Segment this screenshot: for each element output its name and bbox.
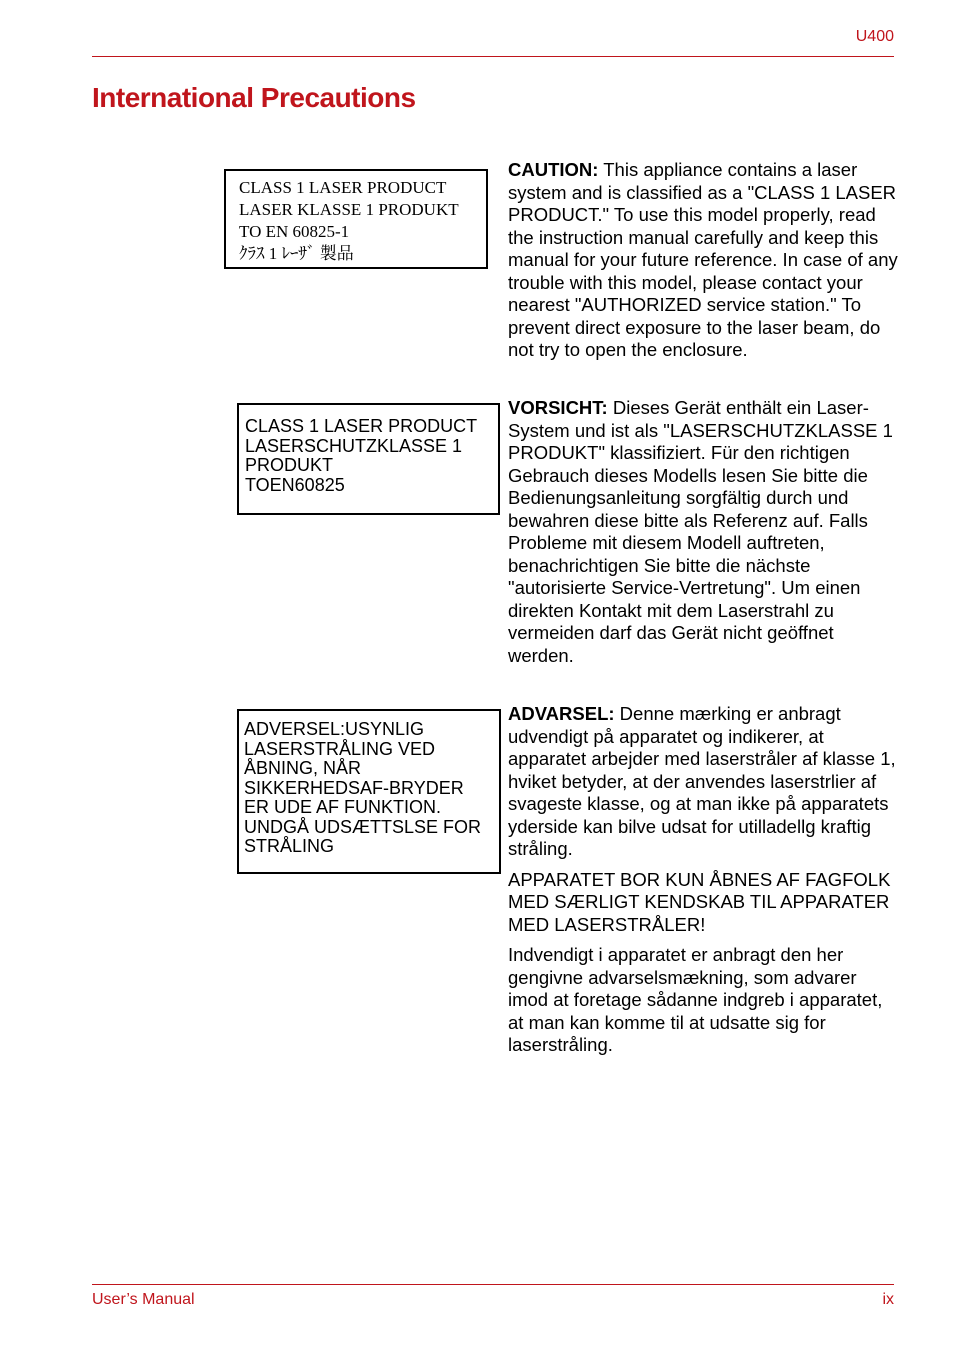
label-line: LASERSTRÅLING VED [244, 738, 436, 759]
label-line: ÅBNING, NÅR [244, 758, 362, 778]
caution-paragraph [508, 159, 900, 362]
header-model-name: U400 [855, 28, 894, 45]
label-line: TOEN60825 [245, 474, 345, 495]
vorsicht-section [508, 397, 900, 675]
vorsicht-text: Dieses Gerät enthält ein Laser-System und ist als "LASERSCHUTZKLASSE 1 PRODUKT" klassifiziert. Für den richtigen Gebrauch dieses Modells lesen Sie bitte die Bedienungsanleitung sorgfältig durch und bewahren diese bitte als Referenz auf. Falls Probleme mit diesem Modell auftreten, benachrichtigen Sie bitte die nächste "autorisierte Service-Vertretung". Um einen direkten Kontakt mit dem Laserstrahl zu vermeiden darf das Gerät nicht geöffnet werden. [508, 397, 893, 666]
laser-label-class1-multilingual [224, 169, 488, 269]
caution-section [508, 159, 900, 370]
advarsel-section [508, 703, 900, 1065]
laser-label-danish [237, 709, 501, 874]
caution-lead: CAUTION: [508, 159, 599, 180]
label-line: CLASS 1 LASER PRODUCT [239, 178, 447, 197]
advarsel-paragraph-3: Indvendigt i apparatet er anbragt den her gengivne advarselsmækning, som advarer imod at foretage sådanne indgreb i apparatet, at man kan komme til at udsatte sig for laserstråling. [508, 944, 883, 1055]
advarsel-paragraph [508, 703, 900, 861]
label-line: LASER KLASSE 1 PRODUKT [239, 200, 459, 219]
label-line: ADVERSEL:USYNLIG [244, 719, 425, 739]
label-line: PRODUKT [245, 455, 334, 475]
footer-manual-title: User’s Manual [92, 1291, 195, 1308]
advarsel-text: Denne mærking er anbragt udvendigt på apparatet og indikerer, at apparatet arbejder med laserstråler af klasse 1, hviket betyder, at der anvendes laserstrlier af svageste klasse, og at man ikke på apparatets yderside kan bilve udsat for utilladellg kraftig stråling. [508, 703, 896, 859]
laser-label-german [237, 403, 500, 515]
advarsel-paragraph-2: APPARATET BOR KUN ÅBNES AF FAGFOLK MED SÆRLIGT KENDSKAB TIL APPARATER MED LASERSTRÅLER! [508, 868, 891, 935]
vorsicht-paragraph [508, 397, 900, 667]
advarsel-lead: ADVARSEL: [508, 703, 615, 724]
page-title: International Precautions [92, 82, 416, 113]
caution-text: This appliance contains a laser system and is classified as a "CLASS 1 LASER PRODUCT." To use this model properly, read the instruction manual carefully and keep this manual for your future reference. In case of any trouble with this model, please contact your nearest "AUTHORIZED service station." To prevent direct exposure to the laser beam, do not try to open the enclosure. [508, 159, 898, 360]
footer-page-number: ix [882, 1291, 894, 1308]
label-line: ｸﾗｽ 1 ﾚｰｻﾞ 製品 [239, 244, 354, 263]
label-line: UNDGÅ UDSÆTTSLSE FOR [244, 816, 482, 837]
label-line: LASERSCHUTZKLASSE 1 [245, 435, 463, 456]
label-line: CLASS 1 LASER PRODUCT [245, 416, 478, 436]
header-rule [92, 56, 894, 57]
footer-rule [92, 1284, 894, 1285]
label-line: STRÅLING [244, 836, 335, 856]
vorsicht-lead: VORSICHT: [508, 397, 608, 418]
label-line: SIKKERHEDSAF-BRYDER [244, 777, 464, 798]
label-line: ER UDE AF FUNKTION. [244, 797, 442, 817]
label-line: TO EN 60825-1 [239, 222, 350, 241]
